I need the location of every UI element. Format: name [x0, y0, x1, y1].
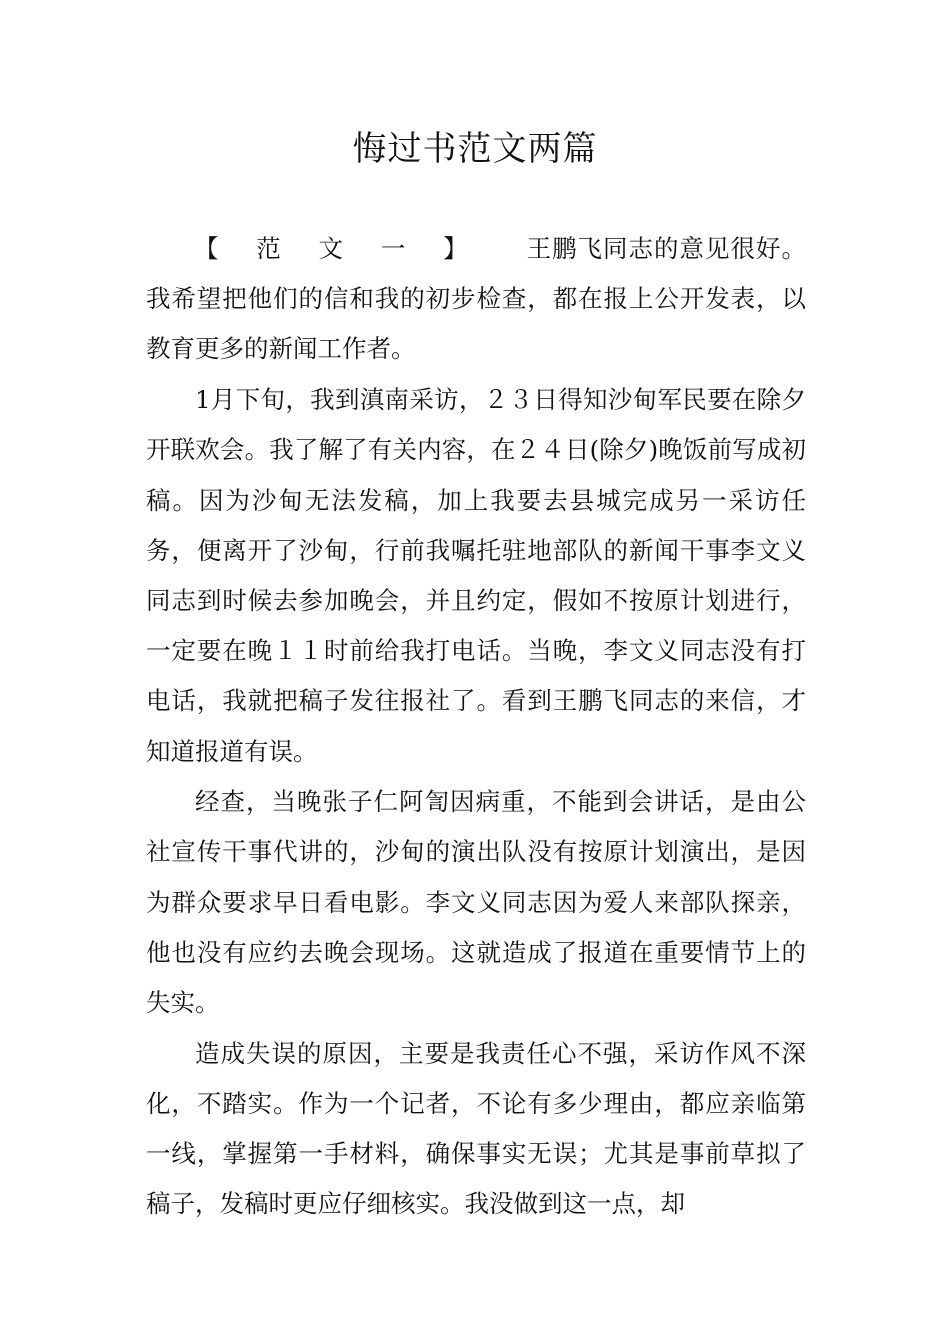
document-title: 悔过书范文两篇 [352, 129, 598, 169]
paragraph-1 [146, 224, 806, 375]
section-marker: 【 范 文 一 】 [194, 234, 483, 263]
paragraph-3: 经查，当晚张子仁阿訇因病重，不能到会讲话，是由公社宣传干事代讲的，沙甸的演出队没有按原计划演出，是因为群众要求早日看电影。李文义同志因为爱人来部队探亲，他也没有应约去晚会现场。这就造成了报道在重要情节上的失实。 [146, 787, 806, 1018]
paragraph-2: 1月下旬，我到滇南采访，２３日得知沙甸军民要在除夕开联欢会。我了解了有关内容，在２４日(除夕)晚饭前写成初稿。因为沙甸无法发稿，加上我要去县城完成另一采访任务，便离开了沙甸，行前我嘱托驻地部队的新闻干事李文义同志到时候去参加晚会，并且约定，假如不按原计划进行，一定要在晚１１时前给我打电话。当晚，李文义同志没有打电话，我就把稿子发往报社了。看到王鹏飞同志的来信，才知道报道有误。 [146, 385, 806, 766]
paragraph-4: 造成失误的原因，主要是我责任心不强，采访作风不深化，不踏实。作为一个记者，不论有多少理由，都应亲临第一线，掌握第一手材料，确保事实无误；尤其是事前草拟了稿子，发稿时更应仔细核实。我没做到这一点，却 [146, 1038, 806, 1219]
paragraph-1-text: 王鹏飞同志的意见很好。我希望把他们的信和我的初步检查，都在报上公开发表，以教育更多的新闻工作者。 [146, 234, 806, 364]
document-body [146, 224, 806, 1230]
